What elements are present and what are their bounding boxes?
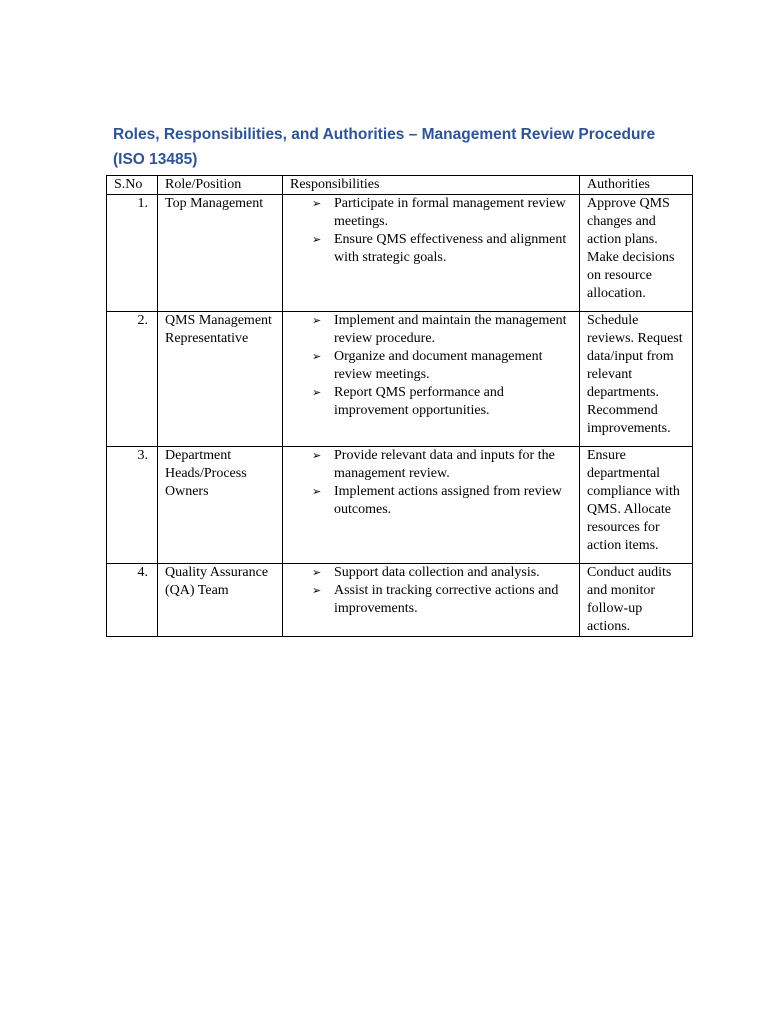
table-header-row [107,176,693,195]
header-authorities: Authorities [580,176,693,195]
responsibility-text: Provide relevant data and inputs for the management review. [334,448,555,481]
arrowhead-bullet-icon: ➢ [312,584,322,597]
row-authorities: Ensure departmental compliance with QMS. Allocate resources for action items. [580,447,693,564]
responsibility-text: Assist in tracking corrective actions and improvements. [334,583,559,616]
responsibility-text: Report QMS performance and improvement opportunities. [334,385,504,418]
arrowhead-bullet-icon: ➢ [312,314,322,327]
responsibility-list [290,564,573,618]
header-role: Role/Position [158,176,283,195]
arrowhead-bullet-icon: ➢ [312,449,322,462]
row-responsibilities [283,195,580,312]
responsibility-text: Support data collection and analysis. [334,565,540,580]
arrowhead-bullet-icon: ➢ [312,350,322,363]
list-item [312,564,573,582]
arrowhead-bullet-icon: ➢ [312,197,322,210]
row-authorities: Conduct audits and monitor follow-up actions. [580,564,693,637]
list-item [312,312,573,348]
responsibility-list [290,447,573,519]
row-responsibilities [283,312,580,447]
row-authorities: Schedule reviews. Request data/input from relevant departments. Recommend improvements. [580,312,693,447]
row-sno: 3. [107,447,158,564]
arrowhead-bullet-icon: ➢ [312,233,322,246]
table-row [107,195,693,312]
row-role: QMS Management Representative [158,312,283,447]
row-sno: 4. [107,564,158,637]
row-responsibilities [283,447,580,564]
list-item [312,582,573,618]
list-item [312,348,573,384]
list-item [312,384,573,420]
page-title: Roles, Responsibilities, and Authorities – Management Review Procedure (ISO 13485) [113,126,656,168]
list-item [312,447,573,483]
table-row [107,564,693,637]
responsibility-text: Organize and document management review meetings. [334,349,543,382]
arrowhead-bullet-icon: ➢ [312,485,322,498]
row-sno: 1. [107,195,158,312]
list-item [312,231,573,267]
list-item [312,483,573,519]
table-row [107,447,693,564]
row-authorities: Approve QMS changes and action plans. Make decisions on resource allocation. [580,195,693,312]
responsibility-text: Implement and maintain the management review procedure. [334,313,567,346]
roles-table [106,175,693,637]
responsibility-text: Participate in formal management review meetings. [334,196,566,229]
arrowhead-bullet-icon: ➢ [312,386,322,399]
responsibility-list [290,312,573,420]
row-sno: 2. [107,312,158,447]
row-role: Quality Assurance (QA) Team [158,564,283,637]
row-role: Top Management [158,195,283,312]
row-role: Department Heads/Process Owners [158,447,283,564]
row-responsibilities [283,564,580,637]
responsibility-list [290,195,573,267]
responsibility-text: Ensure QMS effectiveness and alignment with strategic goals. [334,232,567,265]
header-responsibilities: Responsibilities [283,176,580,195]
header-sno: S.No [107,176,158,195]
list-item [312,195,573,231]
responsibility-text: Implement actions assigned from review outcomes. [334,484,562,517]
table-row [107,312,693,447]
arrowhead-bullet-icon: ➢ [312,566,322,579]
